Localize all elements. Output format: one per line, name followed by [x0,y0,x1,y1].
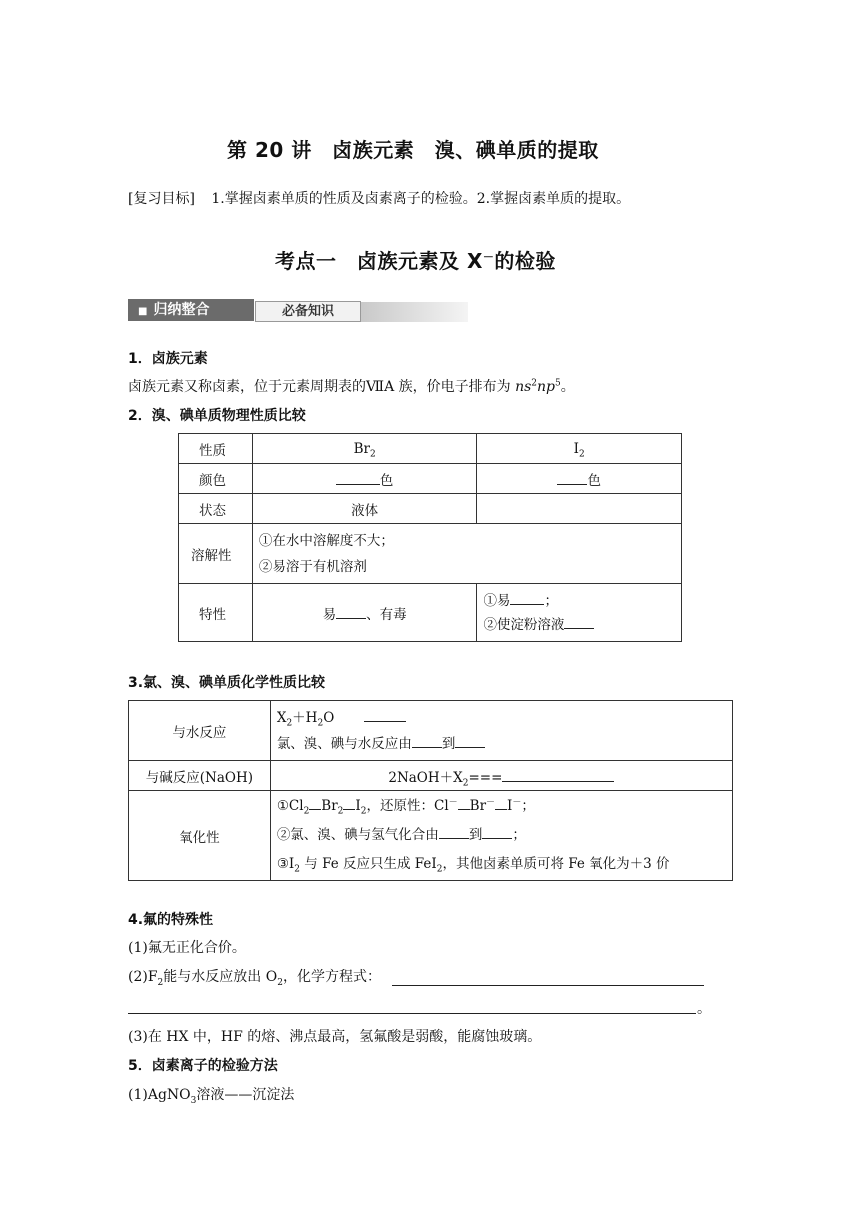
table-row [179,434,682,464]
blank [495,795,507,810]
blank [439,824,469,839]
section-banner [128,299,468,325]
s4-p1: (1)氟无正化合价。 [128,940,246,956]
table-row [129,791,733,881]
answer-line-2 [128,1013,696,1014]
row-color: 颜色 [179,464,253,494]
s2-heading: 2．溴、碘单质物理性质比较 [128,408,306,424]
blank [309,795,321,810]
br2-color: 色 [252,464,477,494]
banner-gradient [358,302,468,322]
review-goal-label: [复习目标] [128,191,195,207]
s4-p2-end: 。 [697,1001,711,1017]
blank [564,614,594,629]
banner-right: 必备知识 [255,301,361,322]
table-row [179,584,682,642]
review-goal-text: 1.掌握卤素单质的性质及卤素离子的检验。2.掌握卤素单质的提取。 [211,191,631,207]
br2-special: 易 、有毒 [252,584,477,642]
s5-p1: (1)AgNO$_3$溶液——沉淀法 [128,1087,295,1106]
blank [336,604,366,619]
table-row [179,524,682,584]
base-cell: $2NaOH+X_2===$ [270,761,732,791]
s3-heading: 3.氯、溴、碘单质化学性质比较 [128,675,326,691]
blank [557,470,587,485]
blank [510,590,544,605]
page-title: 第 20 讲 卤族元素 溴、碘单质的提取 [227,138,599,162]
blank [336,470,380,485]
table-row [179,464,682,494]
s4-heading: 4.氟的特殊性 [128,912,214,928]
i2-color: 色 [477,464,682,494]
row-special: 特性 [179,584,253,642]
square-icon: ■ [138,306,148,317]
solubility-cell: ①在水中溶解度不大； ②易溶于有机溶剂 [252,524,681,584]
blank [455,733,485,748]
s4-p2: $(2)F_2$能与水反应放出 $O_2$，化学方程式： [128,969,381,988]
s5-heading: 5．卤素离子的检验方法 [128,1058,278,1074]
table-row [129,761,733,791]
chemical-properties-table [128,700,733,881]
blank [458,795,470,810]
i2-special: ①易 ； ②使淀粉溶液 [477,584,682,642]
banner-left: ■ 归纳整合 [128,299,254,321]
water-cell: $X_2+H_2O$ 氯、溴、碘与水反应由 到 [270,701,732,761]
section-title: 考点一 卤族元素及 X－的检验 [275,249,556,273]
s4-p3: (3)在 HX 中，HF 的熔、沸点最高，氢氟酸是弱酸，能腐蚀玻璃。 [128,1029,542,1045]
blank [412,733,442,748]
table-row [129,701,733,761]
header-property: 性质 [179,434,253,464]
blank [502,767,614,782]
physical-properties-table [178,433,682,642]
blank [364,707,406,722]
blank [343,795,355,810]
s1-heading: 1．卤族元素 [128,351,208,367]
review-goal [128,188,630,208]
row-oxidizing: 氧化性 [129,791,271,881]
br2-state: 液体 [252,494,477,524]
header-i2: $I_2$ [477,434,682,464]
header-br2: $Br_2$ [252,434,477,464]
blank [482,824,512,839]
oxidizing-cell: $①Cl_2$ $Br_2$ $I_2$，还原性：Cl－ Br－ I－； ②氯、溴、碘与氢气化合由 到 ； $③I_2$ 与 Fe 反应只生成 FeI$_2$，其他卤素单质可将 Fe 氧化为＋3 价 [270,791,732,881]
row-state: 状态 [179,494,253,524]
row-solubility: 溶解性 [179,524,253,584]
answer-line-1 [392,985,704,986]
row-water: 与水反应 [129,701,271,761]
table-row [179,494,682,524]
s1-text: 卤族元素又称卤素，位于元素周期表的ⅦA 族，价电子排布为 $ns^2np^5$。 [128,378,575,395]
row-base: 与碱反应(NaOH) [129,761,271,791]
i2-state [477,494,682,524]
